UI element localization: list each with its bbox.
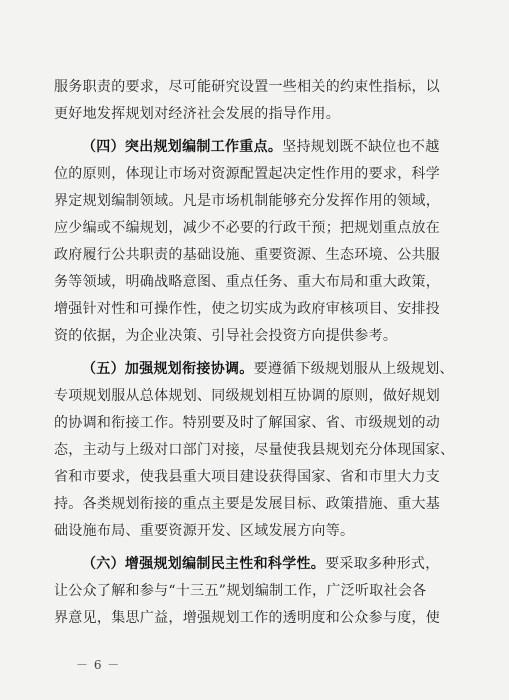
section-4-first-line-text: 坚持规划既不缺位也不越 [282,139,440,155]
text-line: 持。各类规划衔接的重点主要是发展目标、政策措施、重大基 [54,496,441,512]
text-line: 础设施布局、重要资源开发、区域发展方向等。 [54,523,355,539]
section-4-first-line [54,134,454,161]
text-line: 服务职责的要求，尽可能研究设置一些相关的约束性指标，以 [54,79,441,95]
text-line: 界定规划编制领域。凡是市场机制能够充分发挥作用的领域， [54,193,441,209]
text-line: 更好地发挥规划对经济社会发展的指导作用。 [54,106,340,122]
section-6-heading: （六）增强规划编制民主性和科学性。 [82,556,326,572]
document-body [54,74,454,632]
text-line: 位的原则，体现让市场对资源配置起决定性作用的要求，科学 [54,166,441,182]
text-line: 增强针对性和可操作性，使之切实成为政府审核项目、安排投 [54,301,441,317]
section-6-first-line [54,551,454,578]
text-line: 省和市要求，使我县重大项目建设获得国家、省和市里大力支 [54,469,441,485]
text-line: 资的依据，为企业决策、引导社会投资方向提供参考。 [54,328,398,344]
text-line: 界意见，集思广益，增强规划工作的透明度和公众参与度，使 [54,610,441,626]
text-line: 让公众了解和参与“十三五”规划编制工作，广泛听取社会各 [54,583,427,599]
text-line: 的协调和衔接工作。特别要及时了解国家、省、市级规划的动 [54,415,441,431]
page-number: － 6 － [76,658,121,672]
text-line: 专项规划服从总体规划、同级规划相互协调的原则，做好规划 [54,388,441,404]
text-line: 应少编或不编规划，减少不必要的行政干预；把规划重点放在 [54,220,441,236]
text-line: 务等领域，明确战略意图、重点任务、重大布局和重大政策， [54,274,441,290]
section-5-first-line-text: 要遵循下级规划服从上级规划、 [253,361,454,377]
text-line: 态，主动与上级对口部门对接，尽量使我县规划充分体现国家、 [54,442,454,458]
section-6-first-line-text: 要采取多种形式， [325,556,440,572]
section-5-first-line [54,356,454,383]
section-5-heading: （五）加强规划衔接协调。 [82,361,254,377]
section-4-heading: （四）突出规划编制工作重点。 [82,139,283,155]
text-line: 政府履行公共职责的基础设施、重要资源、生态环境、公共服 [54,247,441,263]
